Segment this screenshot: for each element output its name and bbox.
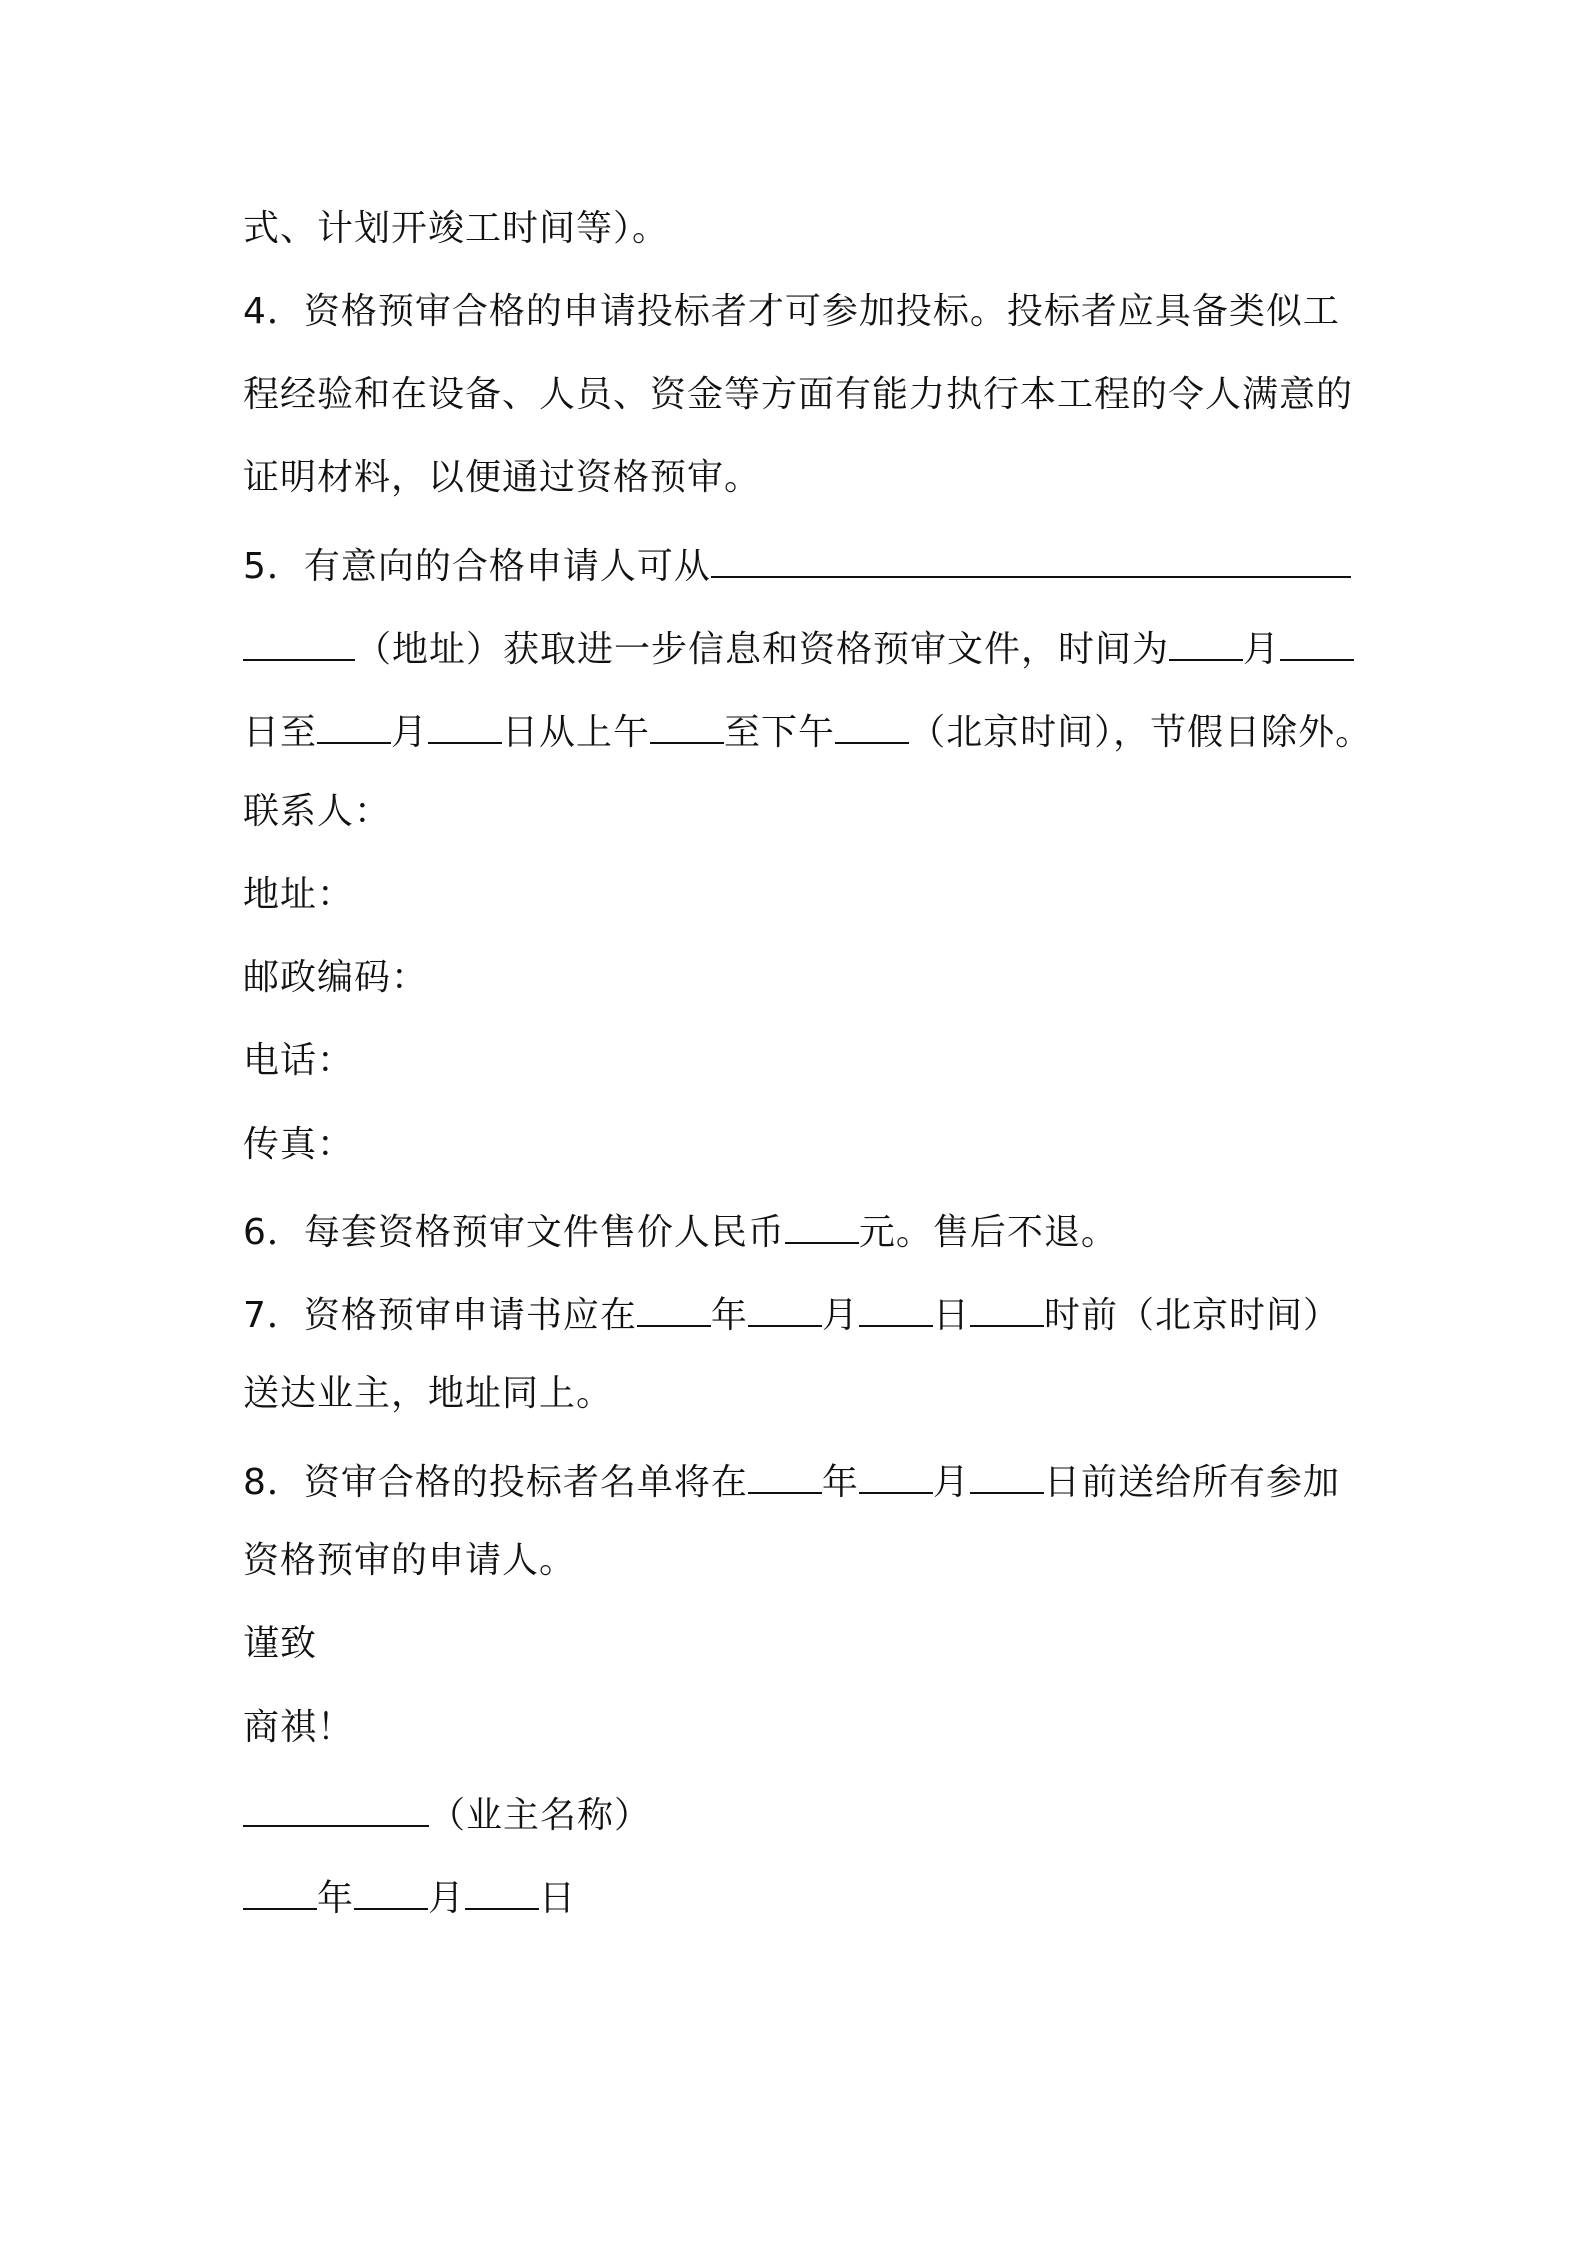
address-label: [243, 873, 354, 917]
text-segment: 月: [428, 1878, 466, 1919]
fill-blank[interactable]: [748, 1289, 822, 1327]
item-7-line-1: [243, 1289, 1340, 1336]
fill-blank[interactable]: [465, 1872, 539, 1910]
closing-line-2: [243, 1706, 354, 1750]
item-5-line-2: [243, 623, 1354, 670]
fill-blank[interactable]: [317, 706, 391, 744]
text-segment: 8．资审合格的投标者名单将在: [243, 1462, 748, 1503]
fill-blank[interactable]: [711, 540, 1351, 578]
date-line: [243, 1872, 577, 1919]
text-segment: 5．有意向的合格申请人可从: [243, 546, 711, 587]
text-segment: 年: [821, 1462, 859, 1503]
text-segment: 邮政编码：: [243, 957, 429, 998]
item-6-line: [243, 1206, 1118, 1253]
text-segment: 联系人：: [243, 791, 392, 832]
fill-blank[interactable]: [243, 623, 355, 661]
fill-blank[interactable]: [1169, 623, 1243, 661]
fill-blank[interactable]: [650, 706, 724, 744]
text-segment: 商祺！: [243, 1707, 355, 1748]
text-segment: 年: [317, 1878, 355, 1919]
fill-blank[interactable]: [835, 706, 909, 744]
para-line-1: [243, 207, 669, 251]
fill-blank[interactable]: [1280, 623, 1354, 661]
text-segment: 月: [932, 1462, 970, 1503]
text-segment: 至下午: [724, 712, 836, 753]
text-segment: 日: [932, 1295, 970, 1336]
text-segment: 证明材料，以便通过资格预审。: [243, 457, 762, 498]
item-5-line-1: [243, 540, 1351, 587]
fill-blank[interactable]: [637, 1289, 711, 1327]
text-segment: 月: [1243, 629, 1281, 670]
fill-blank[interactable]: [243, 1789, 429, 1827]
text-segment: 日从上午: [502, 712, 651, 753]
fill-blank[interactable]: [785, 1206, 859, 1244]
item-7-line-2: [243, 1372, 613, 1416]
text-segment: （业主名称）: [429, 1795, 652, 1836]
closing-line-1: [243, 1622, 317, 1666]
text-segment: 6．每套资格预审文件售价人民币: [243, 1212, 785, 1253]
fill-blank[interactable]: [970, 1289, 1044, 1327]
text-segment: 送达业主，地址同上。: [243, 1373, 614, 1414]
text-segment: 年: [710, 1295, 748, 1336]
text-segment: 资格预审的申请人。: [243, 1540, 577, 1581]
postal-code-label: [243, 956, 428, 1000]
text-segment: 月: [391, 712, 429, 753]
fill-blank[interactable]: [748, 1456, 822, 1494]
text-segment: 程经验和在设备、人员、资金等方面有能力执行本工程的令人满意的: [243, 374, 1354, 415]
item-5-line-3: [243, 706, 1373, 753]
text-segment: 月: [821, 1295, 859, 1336]
item-4-line-2: [243, 373, 1353, 417]
text-segment: 日: [539, 1878, 577, 1919]
text-segment: 4．资格预审合格的申请投标者才可参加投标。投标者应具备类似工: [243, 291, 1340, 332]
item-8-line-2: [243, 1539, 576, 1583]
owner-name-line: [243, 1789, 652, 1836]
text-segment: 式、计划开竣工时间等）。: [243, 208, 670, 249]
item-4-line-1: [243, 290, 1340, 334]
text-segment: （地址）获取进一步信息和资格预审文件，时间为: [355, 629, 1170, 670]
text-segment: 7．资格预审申请书应在: [243, 1295, 637, 1336]
text-segment: 时前（北京时间）: [1043, 1295, 1340, 1336]
phone-label: [243, 1039, 354, 1083]
text-segment: 谨致: [243, 1623, 318, 1664]
text-segment: 电话：: [243, 1040, 355, 1081]
fill-blank[interactable]: [243, 1872, 317, 1910]
text-segment: 日前送给所有参加: [1043, 1462, 1340, 1503]
item-4-line-3: [243, 456, 761, 500]
text-segment: 日至: [243, 712, 318, 753]
fax-label: [243, 1123, 354, 1167]
fill-blank[interactable]: [970, 1456, 1044, 1494]
fill-blank[interactable]: [859, 1289, 933, 1327]
text-segment: 元。售后不退。: [858, 1212, 1118, 1253]
text-segment: 传真：: [243, 1124, 355, 1165]
fill-blank[interactable]: [859, 1456, 933, 1494]
fill-blank[interactable]: [354, 1872, 428, 1910]
contact-person-label: [243, 790, 391, 834]
text-segment: （北京时间），节假日除外。: [909, 712, 1373, 753]
item-8-line-1: [243, 1456, 1340, 1503]
fill-blank[interactable]: [428, 706, 502, 744]
text-segment: 地址：: [243, 874, 355, 915]
